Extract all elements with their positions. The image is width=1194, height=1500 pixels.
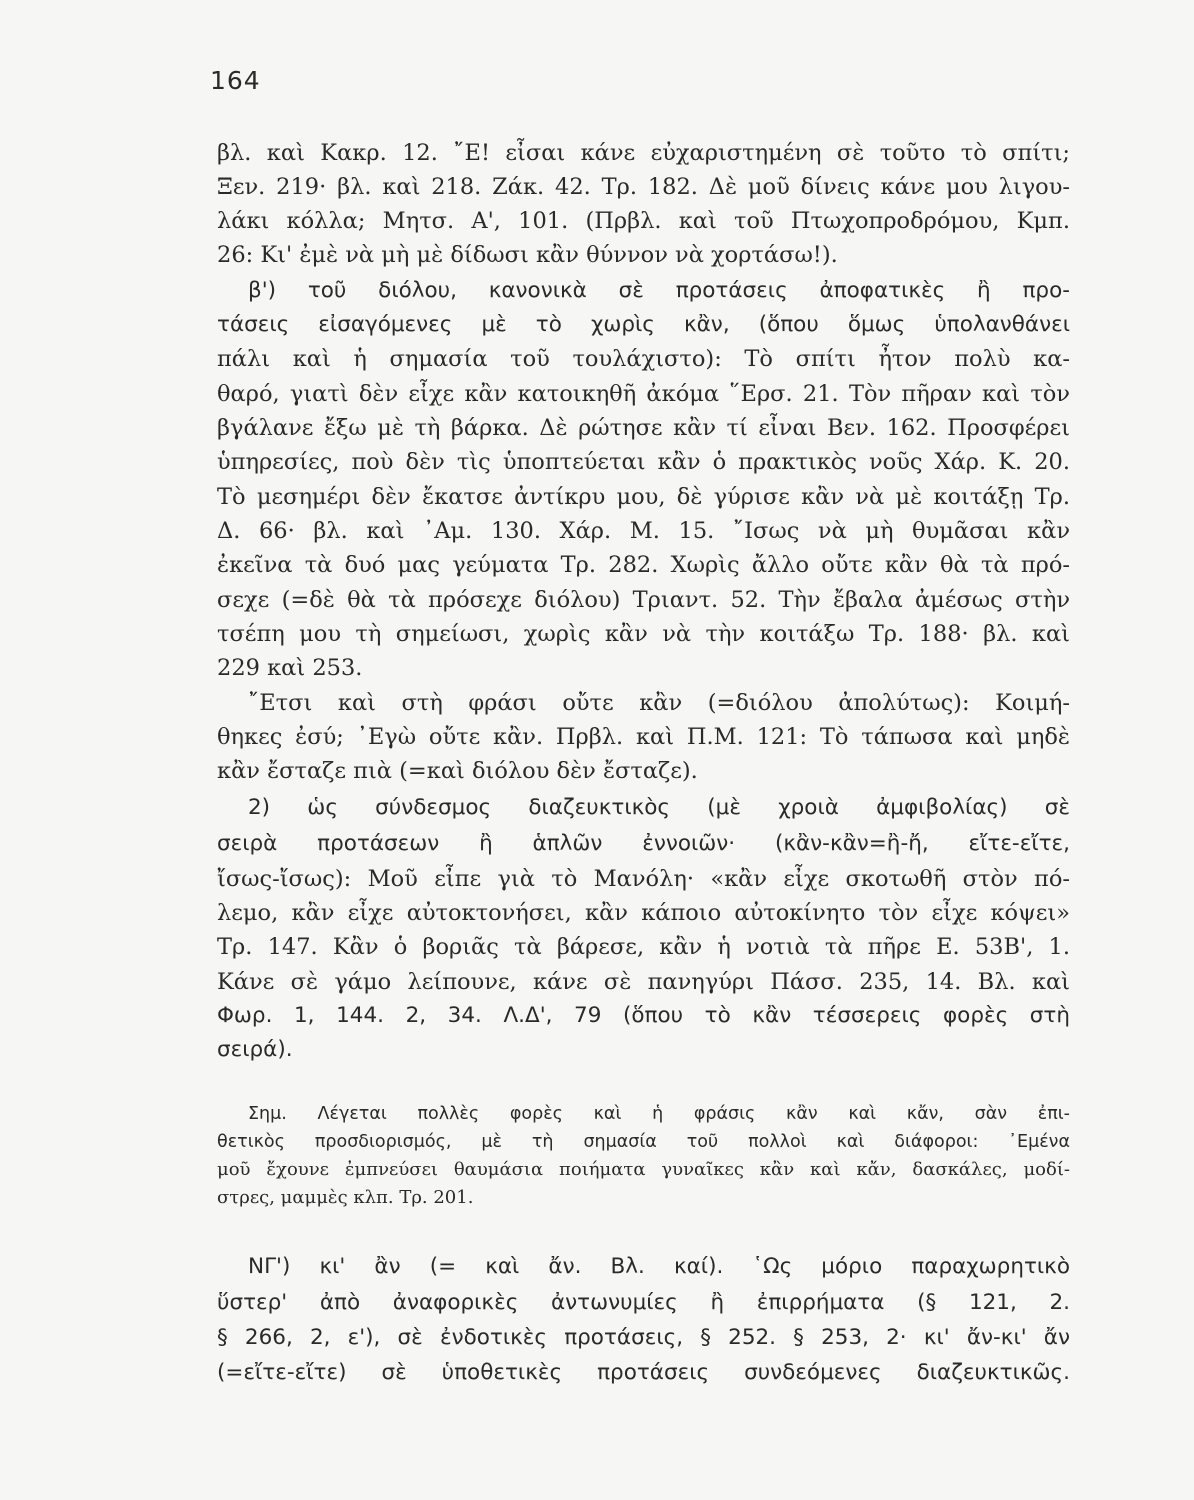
- text-line: 2) ὡς σύνδεσμος διαζευκτικὸς (μὲ χροιὰ ἀμφιβολίας) σὲ: [248, 795, 1070, 820]
- note-line: θετικὸς προσδιορισμός, μὲ τὴ σημασία τοῦ πολλοὶ καὶ διάφοροι: ᾿Εμένα: [217, 1132, 1070, 1152]
- text-line: θηκες ἐσύ; ᾿Εγὼ οὔτε κἂν. Πρβλ. καὶ Π.Μ. 121: Τὸ τάπωσα καὶ μηδὲ: [217, 724, 1070, 750]
- page-number: 164: [210, 66, 261, 95]
- section-line: § 266, 2, ε'), σὲ ἐνδοτικὲς προτάσεις, § 252. § 253, 2· κι' ἄν-κι' ἄν: [217, 1325, 1070, 1350]
- note-line: Σημ. Λέγεται πολλὲς φορὲς καὶ ἡ φράσις κἂν καὶ κἄν, σὰν ἐπι-: [248, 1104, 1070, 1124]
- text-line: 229 καὶ 253.: [217, 655, 363, 681]
- section-line: ΝΓ') κι' ἂν (= καὶ ἄν. Βλ. καί). ῾Ως μόριο παραχωρητικὸ: [248, 1254, 1070, 1279]
- text-line: ῎Ετσι καὶ στὴ φράσι οὔτε κἂν (=διόλου ἀπολύτως): Κοιμή-: [248, 690, 1070, 716]
- text-line: κἂν ἔσταζε πιὰ (=καὶ διόλου δὲν ἔσταζε).: [217, 758, 698, 784]
- text-line: Τρ. 147. Κἂν ὁ βοριᾶς τὰ βάρεσε, κἂν ἡ νοτιὰ τὰ πῆρε Ε. 53Β', 1.: [217, 934, 1070, 960]
- text-line: σειρὰ προτάσεων ἢ ἁπλῶν ἐννοιῶν· (κἂν-κἂν=ἢ-ἤ, εἴτε-εἴτε,: [217, 831, 1070, 856]
- text-line: β') τοῦ διόλου, κανονικὰ σὲ προτάσεις ἀποφατικὲς ἢ προ-: [248, 278, 1070, 303]
- note-line: μοῦ ἔχουνε ἐμπνεύσει θαυμάσια ποιήματα γυναῖκες κἂν καὶ κἄν, δασκάλες, μοδί-: [217, 1159, 1070, 1180]
- text-line: Δ. 66· βλ. καὶ ᾿Αμ. 130. Χάρ. Μ. 15. ῎Ισως νὰ μὴ θυμᾶσαι κἂν: [217, 518, 1070, 544]
- text-line: Φωρ. 1, 144. 2, 34. Λ.Δ', 79 (ὅπου τὸ κἂν τέσσερεις φορὲς στὴ: [217, 1003, 1070, 1028]
- text-line: λάκι κόλλα; Μητσ. Α', 101. (Πρβλ. καὶ τοῦ Πτωχοπροδρόμου, Κμπ.: [217, 208, 1070, 234]
- text-line: ὑπηρεσίες, ποὺ δὲν τὶς ὑποπτεύεται κἂν ὁ πρακτικὸς νοῦς Χάρ. Κ. 20.: [217, 449, 1070, 475]
- text-line: πάλι καὶ ἡ σημασία τοῦ τουλάχιστο): Τὸ σπίτι ἦτον πολὺ κα-: [217, 346, 1070, 372]
- text-line: ἴσως-ἴσως): Μοῦ εἶπε γιὰ τὸ Μανόλη· «κἂν εἶχε σκοτωθῆ στὸν πό-: [217, 866, 1070, 892]
- text-line: σεχε (=δὲ θὰ τὰ πρόσεχε διόλου) Τριαντ. 52. Τὴν ἔβαλα ἀμέσως στὴν: [217, 587, 1070, 613]
- text-line: βγάλανε ἔξω μὲ τὴ βάρκα. Δὲ ρώτησε κἂν τί εἶναι Βεν. 162. Προσφέρει: [217, 415, 1070, 441]
- text-line: τσέπη μου τὴ σημείωσι, χωρὶς κἂν νὰ τὴν κοιτάξω Τρ. 188· βλ. καὶ: [217, 621, 1070, 647]
- text-line: σειρά).: [217, 1037, 293, 1062]
- text-line: θαρό, γιατὶ δὲν εἶχε κἂν κατοικηθῆ ἀκόμα ῞Ερσ. 21. Τὸν πῆραν καὶ τὸν: [217, 381, 1070, 407]
- text-line: ἐκεῖνα τὰ δυό μας γεύματα Τρ. 282. Χωρὶς ἄλλο οὔτε κἂν θὰ τὰ πρό-: [217, 552, 1070, 578]
- section-line: ὕστερ' ἀπὸ ἀναφορικὲς ἀντωνυμίες ἢ ἐπιρρήματα (§ 121, 2.: [217, 1290, 1070, 1315]
- text-line: Τὸ μεσημέρι δὲν ἔκατσε ἀντίκρυ μου, δὲ γύρισε κἂν νὰ μὲ κοιτάξῃ Τρ.: [217, 484, 1070, 510]
- text-line: βλ. καὶ Κακρ. 12. ῎Ε! εἶσαι κάνε εὐχαριστημένη σὲ τοῦτο τὸ σπίτι;: [217, 140, 1070, 166]
- text-line: 26: Κι' ἐμὲ νὰ μὴ μὲ δίδωσι κἂν θύννον νὰ χορτάσω!).: [217, 242, 838, 268]
- text-line: Ξεν. 219· βλ. καὶ 218. Ζάκ. 42. Τρ. 182. Δὲ μοῦ δίνεις κάνε μου λιγου-: [217, 174, 1070, 200]
- section-line: (=εἴτε-εἴτε) σὲ ὑποθετικὲς προτάσεις συνδεόμενες διαζευκτικῶς.: [217, 1360, 1070, 1385]
- text-line: τάσεις εἰσαγόμενες μὲ τὸ χωρὶς κἂν, (ὅπου ὅμως ὑπολανθάνει: [217, 312, 1070, 337]
- text-line: Κάνε σὲ γάμο λείπουνε, κάνε σὲ πανηγύρι Πάσσ. 235, 14. Βλ. καὶ: [217, 969, 1070, 995]
- note-line: στρες, μαμμὲς κλπ. Τρ. 201.: [217, 1187, 474, 1208]
- text-line: λεμο, κἂν εἶχε αὐτοκτονήσει, κἂν κάποιο αὐτοκίνητο τὸν εἶχε κόψει»: [217, 900, 1070, 926]
